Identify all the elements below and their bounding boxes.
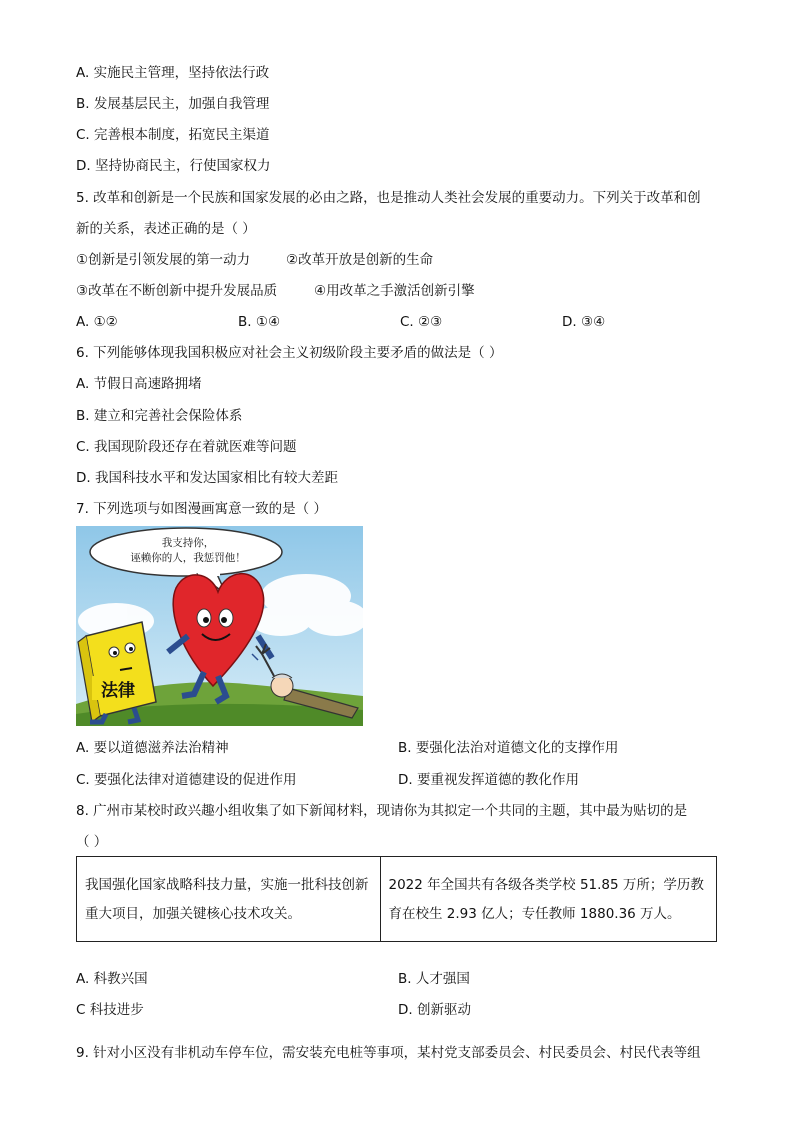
q6-stem: 6. 下列能够体现我国积极应对社会主义初级阶段主要矛盾的做法是（ ） — [76, 345, 503, 361]
q7-option-d: D. 要重视发挥道德的教化作用 — [398, 772, 579, 788]
q5-item-3: ③改革在不断创新中提升发展品质 — [76, 283, 278, 299]
q8-option-c: C 科技进步 — [76, 1002, 144, 1018]
q7-option-b: B. 要强化法治对道德文化的支撑作用 — [398, 740, 619, 756]
q5-option-b: B. ①④ — [238, 314, 281, 330]
q9-stem-line1: 9. 针对小区没有非机动车停车位，需安装充电桩等事项，某村党支部委员会、村民委员会、村民代表等组 — [76, 1045, 701, 1061]
bubble-line2: 诬赖你的人，我惩罚他！ — [130, 552, 246, 564]
table-row — [77, 857, 717, 942]
q6-option-c: C. 我国现阶段还存在着就医难等问题 — [76, 439, 297, 455]
q6-option-a: A. 节假日高速路拥堵 — [76, 376, 202, 392]
q8-option-b: B. 人才强国 — [398, 971, 470, 987]
q4-option-d: D. 坚持协商民主，行使国家权力 — [76, 158, 271, 174]
q5-item-4: ④用改革之手激活创新引擎 — [314, 283, 475, 299]
q8-option-a: A. 科教兴国 — [76, 971, 148, 987]
book-label: 法律 — [101, 681, 135, 701]
q7-option-a: A. 要以道德滋养法治精神 — [76, 740, 229, 756]
law-cartoon — [76, 526, 363, 726]
news-material-table — [76, 856, 717, 942]
q7-stem: 7. 下列选项与如图漫画寓意一致的是（ ） — [76, 501, 327, 517]
bubble-line1: 我支持你， — [161, 537, 215, 549]
q5-option-d: D. ③④ — [562, 314, 606, 330]
q4-option-b: B. 发展基层民主，加强自我管理 — [76, 96, 270, 112]
q5-stem-line1: 5. 改革和创新是一个民族和国家发展的必由之路，也是推动人类社会发展的重要动力。下列关于改革和创 — [76, 190, 701, 206]
q8-stem-line2: （ ） — [76, 834, 108, 850]
q5-option-c: C. ②③ — [400, 314, 443, 330]
q7-option-c: C. 要强化法律对道德建设的促进作用 — [76, 772, 297, 788]
law-cartoon-drawing — [76, 526, 363, 726]
q5-item-1: ①创新是引领发展的第一动力 — [76, 252, 251, 268]
q6-option-b: B. 建立和完善社会保险体系 — [76, 408, 243, 424]
q5-item-2: ②改革开放是创新的生命 — [286, 252, 434, 268]
q6-option-d: D. 我国科技水平和发达国家相比有较大差距 — [76, 470, 338, 486]
q5-option-a: A. ①② — [76, 314, 118, 330]
q4-option-c: C. 完善根本制度，拓宽民主渠道 — [76, 127, 270, 143]
table-cell-left: 我国强化国家战略科技力量，实施一批科技创新重大项目，加强关键核心技术攻关。 — [77, 857, 381, 942]
table-cell-right: 2022 年全国共有各级各类学校 51.85 万所；学历教育在校生 2.93 亿人；专任教师 1880.36 万人。 — [380, 857, 717, 942]
q8-stem-line1: 8. 广州市某校时政兴趣小组收集了如下新闻材料，现请你为其拟定一个共同的主题，其中最为贴切的是 — [76, 803, 688, 819]
q8-option-d: D. 创新驱动 — [398, 1002, 471, 1018]
q4-option-a: A. 实施民主管理，坚持依法行政 — [76, 65, 270, 81]
q5-stem-line2: 新的关系，表述正确的是（ ） — [76, 221, 256, 237]
